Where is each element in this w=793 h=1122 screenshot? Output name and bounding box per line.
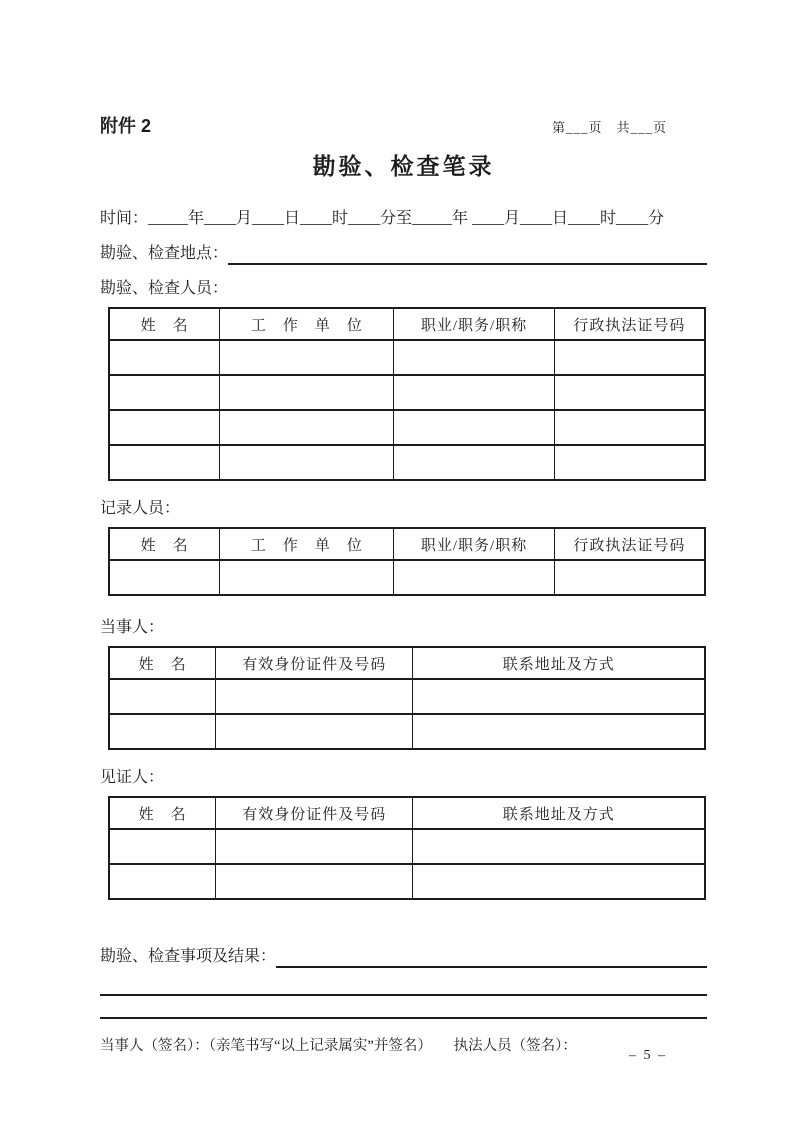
table-header-row: [109, 528, 705, 560]
time-field-line: 时间：_____年____月____日____时____分至_____年 ____月____日____时____分: [100, 210, 665, 227]
blank-rule-line: [100, 1017, 707, 1019]
table-row: [109, 864, 705, 899]
witness-section-label: 见证人：: [100, 769, 165, 786]
column-header-license: 行政执法证号码: [554, 308, 705, 340]
signature-line: 当事人（签名）：（亲笔书写“以上记录属实”并签名） 执法人员（签名）：: [100, 1038, 577, 1054]
table-row: [109, 375, 705, 410]
empty-cell: [109, 375, 220, 410]
empty-cell: [394, 560, 554, 595]
empty-cell: [394, 445, 554, 480]
results-field-line: [100, 946, 707, 968]
table-row: [109, 679, 705, 714]
column-header-id-number: 有效身份证件及号码: [216, 797, 413, 829]
empty-cell: [394, 340, 554, 375]
empty-cell: [109, 714, 216, 749]
empty-cell: [554, 375, 705, 410]
table-row: [109, 340, 705, 375]
empty-cell: [554, 340, 705, 375]
empty-cell: [220, 445, 394, 480]
table-header-row: [109, 797, 705, 829]
empty-cell: [109, 679, 216, 714]
table-header-row: [109, 308, 705, 340]
column-header-contact: 联系地址及方式: [413, 647, 705, 679]
empty-cell: [554, 410, 705, 445]
table-row: [109, 445, 705, 480]
page-title: 勘验、检查笔录: [312, 153, 495, 179]
empty-cell: [554, 560, 705, 595]
party-table: [108, 646, 706, 750]
location-label: 勘验、检查地点：: [100, 245, 229, 262]
inspectors-table: [108, 307, 706, 481]
column-header-name: 姓 名: [109, 647, 216, 679]
empty-cell: [109, 410, 220, 445]
empty-cell: [413, 679, 705, 714]
recorders-section-label: 记录人员：: [100, 500, 181, 517]
empty-cell: [216, 864, 413, 899]
document-content: [100, 112, 707, 1055]
results-blank-underline: [276, 947, 707, 968]
empty-cell: [220, 410, 394, 445]
table-row: [109, 410, 705, 445]
empty-cell: [109, 445, 220, 480]
column-header-contact: 联系地址及方式: [413, 797, 705, 829]
empty-cell: [413, 829, 705, 864]
table-row: [109, 829, 705, 864]
empty-cell: [109, 560, 220, 595]
empty-cell: [220, 375, 394, 410]
recorders-table: [108, 527, 706, 596]
doc-header: [100, 112, 707, 138]
column-header-occupation: 职业/职务/职称: [394, 308, 554, 340]
empty-cell: [220, 340, 394, 375]
column-header-name: 姓 名: [109, 528, 220, 560]
empty-cell: [220, 560, 394, 595]
results-label: 勘验、检查事项及结果：: [100, 948, 277, 965]
empty-cell: [394, 410, 554, 445]
empty-cell: [109, 829, 216, 864]
empty-cell: [216, 679, 413, 714]
column-header-occupation: 职业/职务/职称: [394, 528, 554, 560]
empty-cell: [413, 714, 705, 749]
table-row: [109, 714, 705, 749]
location-blank-underline: [228, 244, 707, 265]
table-header-row: [109, 647, 705, 679]
page-number: – 5 –: [629, 1048, 667, 1063]
witness-table: [108, 796, 706, 900]
empty-cell: [109, 340, 220, 375]
empty-cell: [554, 445, 705, 480]
inspectors-section-label: 勘验、检查人员：: [100, 280, 229, 297]
empty-cell: [216, 829, 413, 864]
column-header-name: 姓 名: [109, 308, 220, 340]
column-header-name: 姓 名: [109, 797, 216, 829]
column-header-license: 行政执法证号码: [554, 528, 705, 560]
column-header-workunit: 工 作 单 位: [220, 528, 394, 560]
column-header-id-number: 有效身份证件及号码: [216, 647, 413, 679]
empty-cell: [109, 864, 216, 899]
location-field-line: [100, 243, 707, 265]
empty-cell: [413, 864, 705, 899]
party-section-label: 当事人：: [100, 619, 165, 636]
blank-rule-line: [100, 994, 707, 996]
attachment-label: 附件 2: [100, 116, 152, 136]
column-header-workunit: 工 作 单 位: [220, 308, 394, 340]
table-row: [109, 560, 705, 595]
empty-cell: [216, 714, 413, 749]
page-indicator: 第___页 共___页: [551, 120, 667, 135]
empty-cell: [394, 375, 554, 410]
